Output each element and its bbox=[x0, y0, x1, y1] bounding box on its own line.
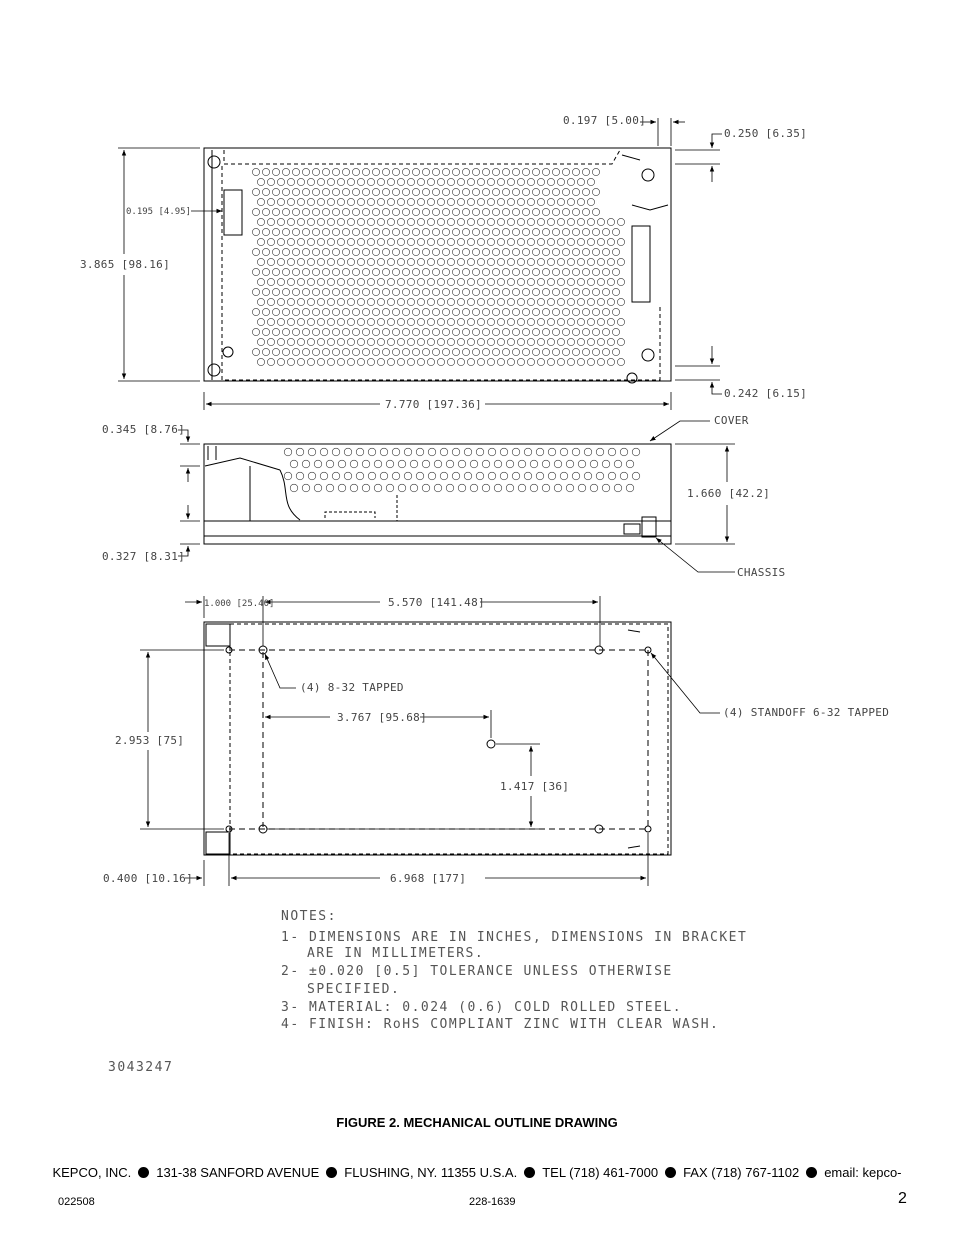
note-1a: 1- DIMENSIONS ARE IN INCHES, DIMENSIONS IN BRACKET bbox=[281, 930, 748, 945]
note-2a: 2- ±0.020 [0.5] TOLERANCE UNLESS OTHERWISE bbox=[281, 964, 673, 979]
note-3: 3- MATERIAL: 0.024 (0.6) COLD ROLLED STEEL. bbox=[281, 1000, 683, 1015]
doc-date: 022508 bbox=[58, 1196, 95, 1208]
dim-mount-span: 6.968 [177] bbox=[390, 872, 467, 885]
dim-top-right: 0.250 [6.35] bbox=[724, 127, 808, 140]
top-view bbox=[204, 148, 671, 383]
footer-city: FLUSHING, NY. 11355 U.S.A. bbox=[344, 1165, 518, 1180]
dim-length: 7.770 [197.36] bbox=[385, 398, 482, 411]
bullet-icon bbox=[524, 1167, 535, 1178]
label-cover: COVER bbox=[714, 414, 749, 427]
notes-block bbox=[281, 909, 747, 1032]
footer-company: KEPCO, INC. bbox=[52, 1165, 132, 1180]
dim-side-height: 1.660 [42.2] bbox=[687, 487, 771, 500]
figure-caption: FIGURE 2. MECHANICAL OUTLINE DRAWING bbox=[336, 1115, 618, 1130]
bottom-view bbox=[204, 622, 671, 855]
footer-tel: TEL (718) 461-7000 bbox=[542, 1165, 659, 1180]
footer-email: email: kepco- bbox=[824, 1165, 902, 1180]
dim-bottom-right: 0.242 [6.15] bbox=[724, 387, 808, 400]
company-footer bbox=[0, 1165, 954, 1180]
note-4: 4- FINISH: RoHS COMPLIANT ZINC WITH CLEAR WASH. bbox=[281, 1017, 720, 1032]
dim-side-top: 0.345 [8.76] bbox=[102, 423, 186, 436]
top-view-dimensions bbox=[118, 118, 722, 410]
notes-title: NOTES: bbox=[281, 909, 337, 924]
note-2b: SPECIFIED. bbox=[307, 982, 401, 997]
bullet-icon bbox=[665, 1167, 676, 1178]
bullet-icon bbox=[326, 1167, 337, 1178]
page-number: 2 bbox=[898, 1190, 907, 1207]
dim-center-x: 3.767 [95.68] bbox=[337, 711, 427, 724]
bottom-view-dimensions bbox=[140, 596, 720, 886]
side-perforation-pattern bbox=[284, 448, 640, 492]
footer-fax: FAX (718) 767-1102 bbox=[683, 1165, 800, 1180]
part-number: 228-1639 bbox=[469, 1196, 516, 1208]
drawing-number: 3043247 bbox=[108, 1060, 174, 1075]
dim-edge-offset: 0.400 [10.16] bbox=[103, 872, 193, 885]
dim-center-y: 1.417 [36] bbox=[500, 780, 570, 793]
dim-hole-edge: 1.000 [25.40] bbox=[204, 599, 275, 609]
label-standoff: (4) STANDOFF 6-32 TAPPED bbox=[723, 706, 890, 719]
dim-hole-span: 5.570 [141.48] bbox=[388, 596, 485, 609]
dim-mount-height: 2.953 [75] bbox=[115, 734, 185, 747]
dim-side-bottom: 0.327 [8.31] bbox=[102, 550, 186, 563]
bullet-icon bbox=[806, 1167, 817, 1178]
note-1b: ARE IN MILLIMETERS. bbox=[307, 946, 485, 961]
bullet-icon bbox=[138, 1167, 149, 1178]
dim-connector-offset: 0.195 [4.95] bbox=[126, 207, 192, 217]
side-view bbox=[204, 444, 671, 544]
dim-height: 3.865 [98.16] bbox=[80, 258, 170, 271]
perforation-pattern bbox=[252, 168, 624, 365]
label-tapped: (4) 8-32 TAPPED bbox=[300, 681, 404, 694]
footer-address: 131-38 SANFORD AVENUE bbox=[156, 1165, 320, 1180]
dim-top-gap: 0.197 [5.00] bbox=[563, 114, 647, 127]
label-chassis: CHASSIS bbox=[737, 566, 786, 579]
